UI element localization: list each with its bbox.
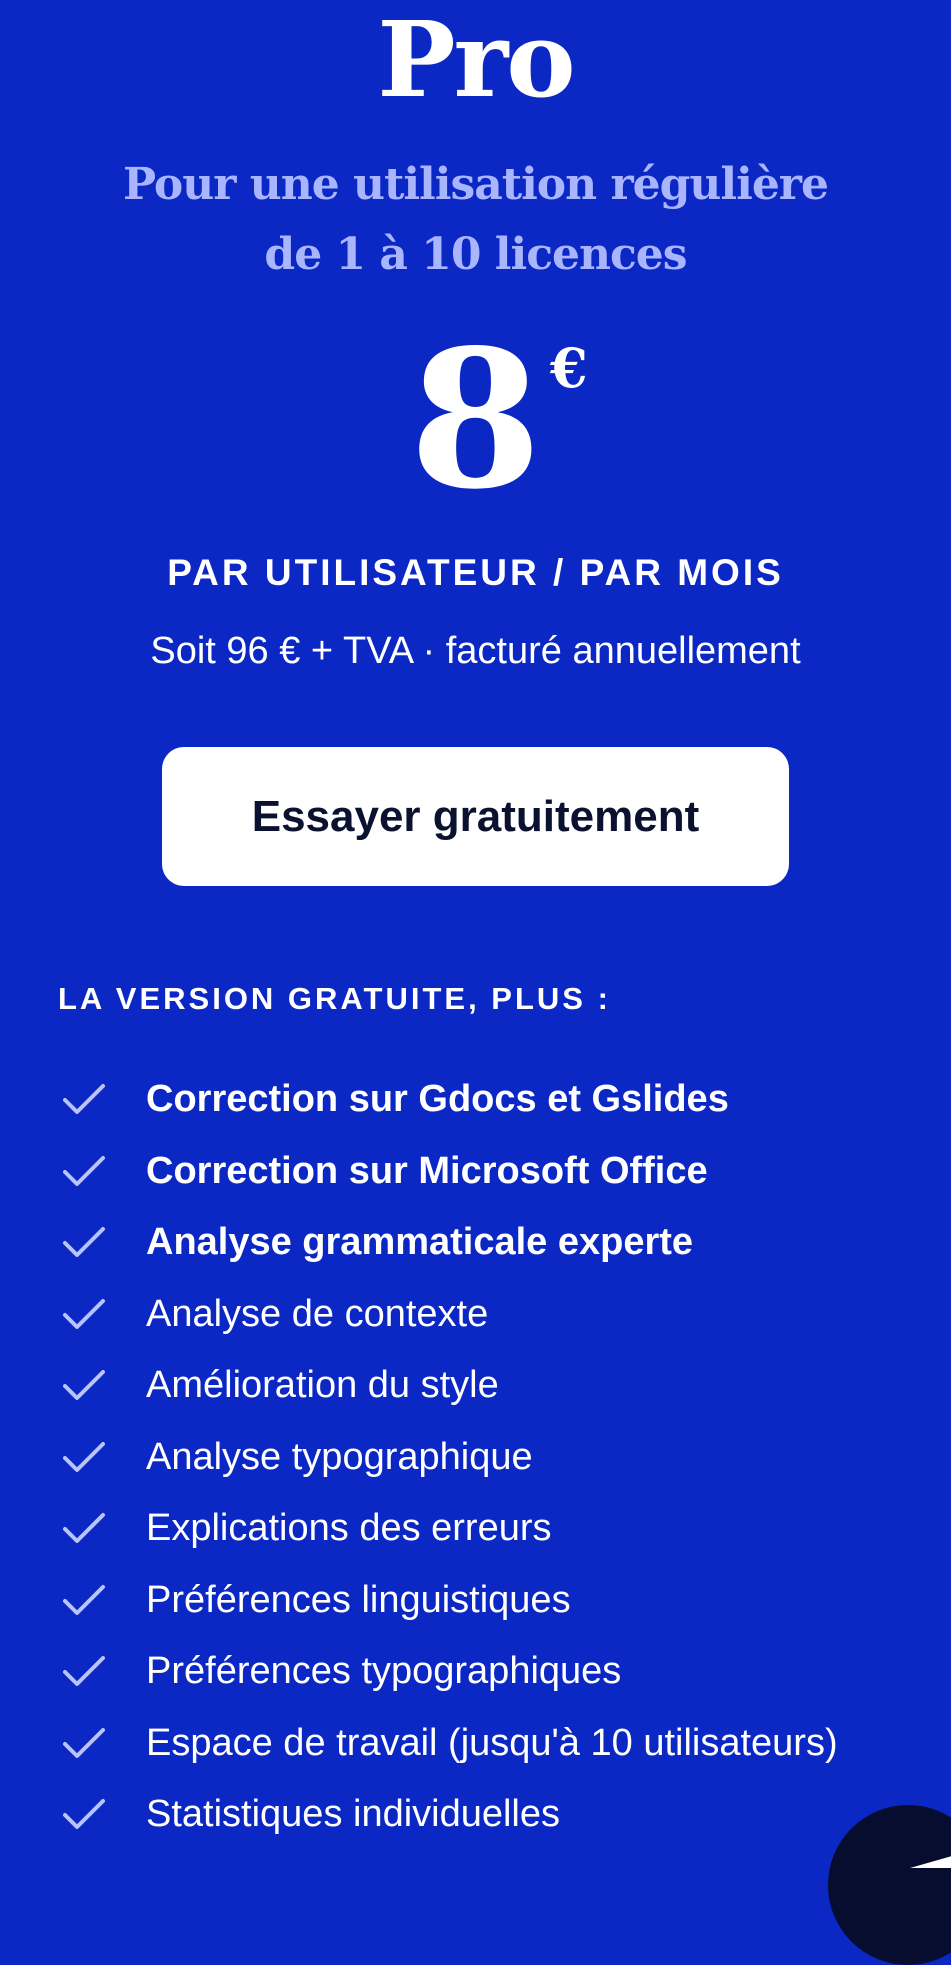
feature-label: Préférences linguistiques (146, 1578, 571, 1621)
feature-item (0, 1640, 951, 1712)
feature-item (0, 1283, 951, 1355)
check-icon (62, 1368, 106, 1402)
feature-item (0, 1497, 951, 1569)
feature-label: Explications des erreurs (146, 1507, 552, 1549)
price-amount-value: 8 (409, 308, 542, 531)
price-block (0, 308, 951, 531)
feature-label: Amélioration du style (146, 1364, 499, 1406)
feature-label: Analyse de contexte (146, 1292, 489, 1335)
price-currency: € (550, 336, 588, 400)
plan-title: Pro (377, 0, 574, 121)
feature-label: Préférences typographiques (146, 1650, 622, 1692)
feature-item (0, 1354, 951, 1426)
feature-item (0, 1783, 951, 1855)
plan-subtitle: Pour une utilisation régulière de 1 à 10 licences (122, 159, 828, 280)
check-icon (62, 1654, 106, 1688)
feature-label: Correction sur Microsoft Office (146, 1149, 708, 1192)
check-icon (62, 1154, 106, 1188)
feature-item (0, 1140, 951, 1212)
check-icon (62, 1082, 106, 1116)
check-icon (62, 1225, 106, 1259)
price-amount (409, 308, 588, 531)
check-icon (62, 1726, 106, 1760)
price-unit: PAR UTILISATEUR / PAR MOIS (167, 552, 784, 593)
feature-item (0, 1712, 951, 1784)
check-icon (62, 1797, 106, 1831)
feature-item (0, 1426, 951, 1498)
check-icon (62, 1583, 106, 1617)
check-icon (62, 1440, 106, 1474)
price-billing-note: Soit 96 € + TVA · facturé annuellement (150, 630, 801, 672)
feature-label: Analyse grammaticale experte (146, 1221, 694, 1263)
feature-label: Analyse typographique (146, 1435, 533, 1478)
feature-label: Statistiques individuelles (146, 1793, 561, 1835)
feature-label: Espace de travail (jusqu'à 10 utilisateurs) (146, 1721, 838, 1764)
feature-item (0, 1211, 951, 1283)
check-icon (62, 1297, 106, 1331)
features-heading: LA VERSION GRATUITE, PLUS : (58, 981, 611, 1016)
try-free-button[interactable]: Essayer gratuitement (162, 747, 789, 886)
feature-item (0, 1068, 951, 1140)
chat-icon (906, 1852, 951, 1872)
check-icon (62, 1511, 106, 1545)
feature-item (0, 1569, 951, 1641)
feature-label: Correction sur Gdocs et Gslides (146, 1078, 729, 1120)
features-list (0, 1068, 951, 1855)
